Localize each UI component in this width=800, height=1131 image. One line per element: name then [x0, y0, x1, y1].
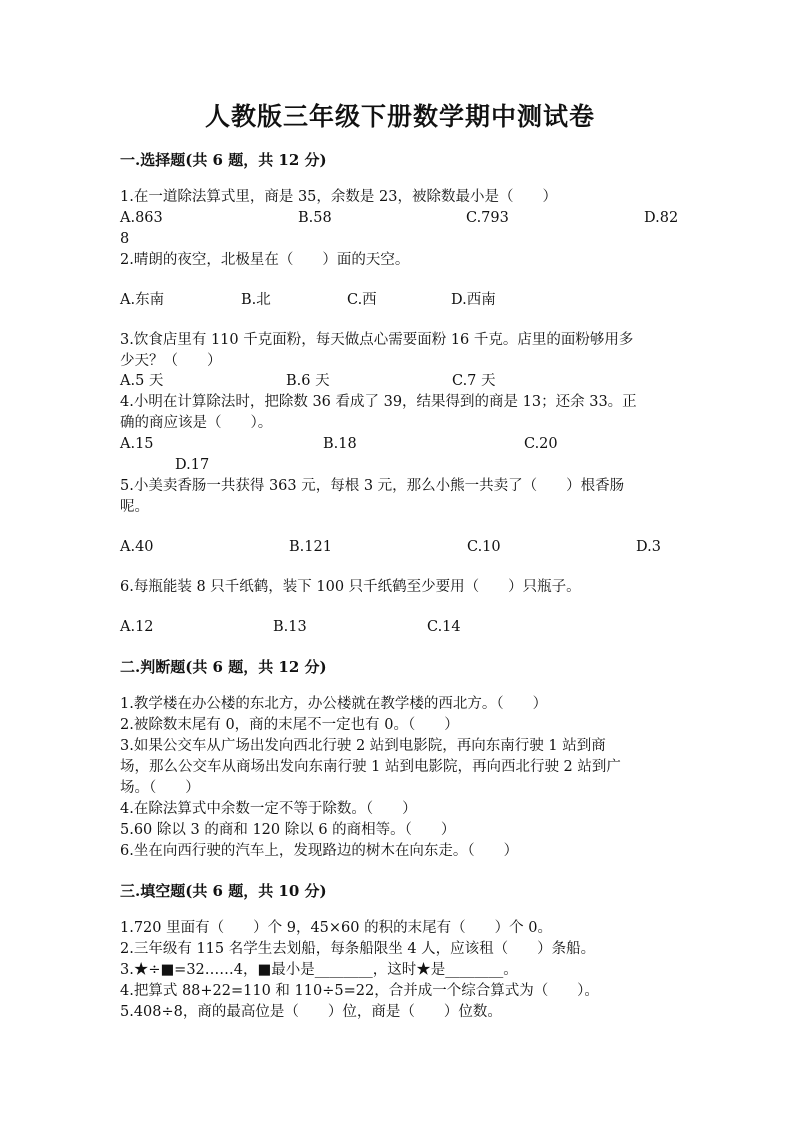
- question-text: 3.饮食店里有 110 千克面粉，每天做点心需要面粉 16 千克。店里的面粉够用多: [120, 332, 634, 348]
- option-c: C.10: [467, 539, 501, 555]
- question-text: 6.坐在向西行驶的汽车上，发现路边的树木在向东走。（ ）: [120, 843, 519, 859]
- option-a: A.东南: [120, 292, 165, 308]
- option-d: D.82: [644, 210, 679, 226]
- question-text: 2.晴朗的夜空，北极星在（ ）面的天空。: [120, 252, 410, 268]
- option-a: A.40: [120, 539, 154, 555]
- section-heading-fill-blank: 三.填空题(共 6 题，共 10 分): [120, 882, 327, 900]
- option-a: A.863: [120, 210, 163, 226]
- option-b: B.13: [273, 619, 307, 635]
- question-text: 1.教学楼在办公楼的东北方，办公楼就在教学楼的西北方。（ ）: [120, 696, 548, 712]
- option-c: C.7 天: [452, 373, 496, 389]
- page-title: 人教版三年级下册数学期中测试卷: [204, 102, 595, 131]
- section-heading-choice: 一.选择题(共 6 题，共 12 分): [120, 151, 327, 169]
- question-text: 4.小明在计算除法时，把除数 36 看成了 39，结果得到的商是 13；还余 33。正: [120, 394, 637, 410]
- question-text-cont: 场。（ ）: [120, 780, 200, 796]
- question-text: 5.60 除以 3 的商和 120 除以 6 的商相等。（ ）: [120, 822, 456, 838]
- option-b: B.北: [241, 292, 271, 308]
- question-text-cont: 少天？（ ）: [120, 353, 222, 369]
- option-d-wrap: 8: [120, 231, 130, 247]
- question-text: 4.把算式 88+22=110 和 110÷5=22，合并成一个综合算式为（ ）。: [120, 983, 599, 999]
- option-a: A.12: [120, 619, 154, 635]
- option-c: C.20: [524, 436, 558, 452]
- option-b: B.6 天: [286, 373, 330, 389]
- question-text: 3.如果公交车从广场出发向西北行驶 2 站到电影院，再向东南行驶 1 站到商: [120, 738, 606, 754]
- question-text: 2.被除数末尾有 0，商的末尾不一定也有 0。（ ）: [120, 717, 459, 733]
- question-text: 1.720 里面有（ ）个 9，45×60 的积的末尾有（ ）个 0。: [120, 920, 552, 936]
- question-text: 6.每瓶能装 8 只千纸鹤，装下 100 只千纸鹤至少要用（ ）只瓶子。: [120, 579, 581, 595]
- question-text: 1.在一道除法算式里，商是 35，余数是 23，被除数最小是（ ）: [120, 189, 557, 205]
- option-b: B.121: [289, 539, 332, 555]
- question-text-cont: 场，那么公交车从商场出发向东南行驶 1 站到电影院，再向西北行驶 2 站到广: [120, 759, 621, 775]
- question-text: 5.408÷8，商的最高位是（ ）位，商是（ ）位数。: [120, 1004, 502, 1020]
- section-heading-judgement: 二.判断题(共 6 题，共 12 分): [120, 658, 327, 676]
- question-text: 5.小美卖香肠一共获得 363 元，每根 3 元，那么小熊一共卖了（ ）根香肠: [120, 478, 625, 494]
- option-b: B.58: [298, 210, 332, 226]
- question-text: 3.★÷■=32……4，■最小是________，这时★是________。: [120, 962, 518, 978]
- option-d: D.17: [175, 457, 210, 473]
- question-text-cont: 呢。: [120, 499, 149, 515]
- option-d: D.3: [636, 539, 661, 555]
- question-text: 2.三年级有 115 名学生去划船，每条船限坐 4 人，应该租（ ）条船。: [120, 941, 596, 957]
- question-text-cont: 确的商应该是（ ）。: [120, 415, 273, 431]
- option-c: C.14: [427, 619, 461, 635]
- option-c: C.西: [347, 292, 377, 308]
- option-c: C.793: [466, 210, 509, 226]
- question-text: 4.在除法算式中余数一定不等于除数。（ ）: [120, 801, 417, 817]
- option-b: B.18: [323, 436, 357, 452]
- option-d: D.西南: [451, 292, 496, 308]
- option-a: A.15: [120, 436, 154, 452]
- option-a: A.5 天: [120, 373, 164, 389]
